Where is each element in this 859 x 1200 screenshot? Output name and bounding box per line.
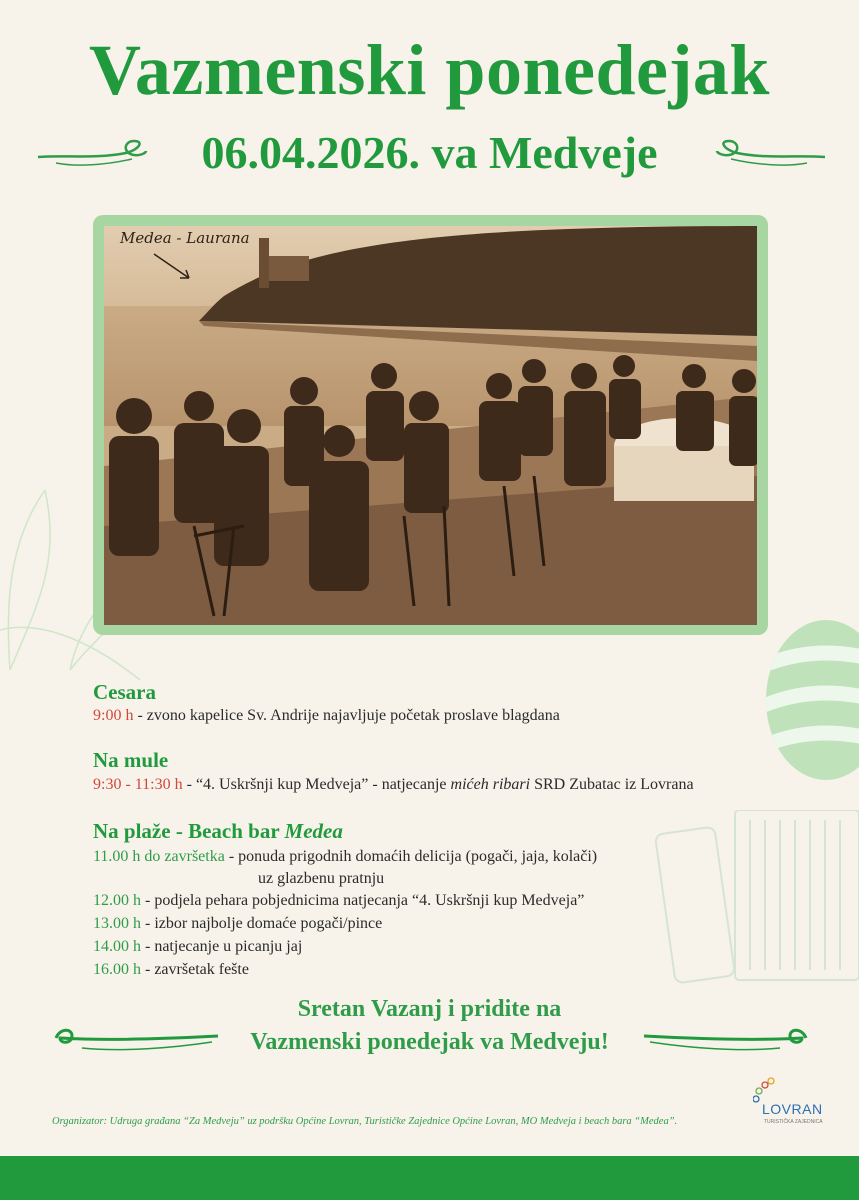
program-line-plaze-2	[93, 892, 584, 910]
program-line-plaze-1-cont: uz glazbenu pratnju	[258, 870, 385, 887]
heading-text-italic: Medea	[284, 819, 343, 843]
event-text: - zvono kapelice Sv. Andrije najavljuje početak proslave blagdana	[133, 707, 560, 724]
time-label: 9:00 h	[93, 707, 134, 724]
lovran-logo-text: LOVRAN	[762, 1101, 823, 1117]
event-text: - ponuda prigodnih domaćih delicija (pogači, jaja, kolači)	[224, 848, 598, 865]
time-label: 9:30 - 11:30 h	[93, 776, 183, 793]
event-text: SRD Zubatac iz Lovrana	[530, 776, 694, 793]
organizer-note: Organizator: Udruga građana “Za Medveju” uz podršku Općine Lovran, Turističke Zajednice Općine Lovran, MO Medveja i beach bara “Medea”.	[52, 1116, 678, 1127]
time-label: 16.00 h	[93, 961, 141, 978]
program-line-plaze-5	[93, 961, 249, 979]
lovran-logo-icon	[753, 1077, 777, 1103]
sepia-photo-illustration	[104, 226, 757, 625]
program-line-plaze-3	[93, 915, 382, 933]
time-label: 14.00 h	[93, 938, 141, 955]
time-label: 13.00 h	[93, 915, 141, 932]
program-line-na-mule	[93, 776, 694, 794]
flourish-right	[715, 137, 827, 175]
event-text: - podjela pehara pobjednicima natjecanja “4. Uskršnji kup Medveja”	[141, 892, 585, 909]
event-date-location: 06.04.2026. va Medveje	[201, 127, 658, 178]
accordion-decoration	[655, 810, 859, 1000]
footer-bar	[0, 1156, 859, 1200]
section-heading-cesara: Cesara	[93, 680, 156, 704]
closing-line-2: Vazmenski ponedejak va Medveju!	[250, 1029, 609, 1055]
vintage-photo	[104, 226, 757, 625]
page-title: Vazmenski ponedejak	[89, 30, 770, 110]
time-label: 12.00 h	[93, 892, 141, 909]
easter-egg-decoration	[764, 618, 859, 783]
section-heading-na-mule: Na mule	[93, 748, 169, 772]
closing-line-1: Sretan Vazanj i pridite na	[297, 996, 562, 1022]
program-line-plaze-1	[93, 848, 597, 866]
photo-caption: Medea - Laurana	[120, 229, 250, 247]
event-text: - završetak fešte	[141, 961, 249, 978]
time-label: 11.00 h do završetka	[93, 848, 225, 865]
section-heading-na-plaze	[93, 819, 343, 844]
heading-text: Na plaže - Beach bar	[93, 819, 285, 843]
event-text: - natjecanje u picanju jaj	[141, 938, 303, 955]
event-text: - “4. Uskršnji kup Medveja” - natjecanje	[182, 776, 451, 793]
event-text-italic: mićeh ribari	[450, 776, 531, 793]
event-text: - izbor najbolje domaće pogači/pince	[141, 915, 383, 932]
program-line-cesara	[93, 707, 560, 725]
flourish-closing-right	[640, 1018, 810, 1058]
program-line-plaze-4	[93, 938, 302, 956]
lovran-logo-subtext: TURISTIČKA ZAJEDNICA	[764, 1119, 823, 1125]
